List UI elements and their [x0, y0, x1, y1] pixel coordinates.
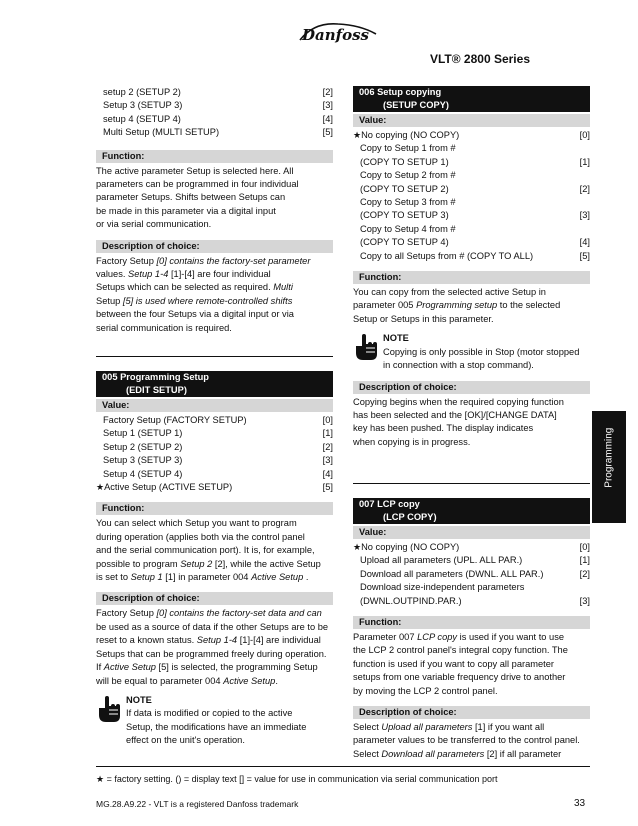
option-row: [96, 468, 333, 481]
option-row: [353, 223, 590, 236]
option-label: Setup 3 (SETUP 3): [103, 455, 183, 466]
option-value: [2]: [579, 568, 590, 579]
text-span: and the serial communication port). It is, for example,: [96, 545, 315, 556]
text-span: function is used if you want to copy all parameter: [353, 658, 555, 669]
text-line: has been selected and the [OK]/[CHANGE DATA]: [353, 409, 557, 420]
star-icon: ★: [353, 542, 362, 552]
text-line: [353, 313, 590, 326]
option-label: (COPY TO SETUP 1): [360, 156, 449, 167]
text-span: If: [96, 662, 104, 673]
italic-text: Active Setup: [223, 675, 276, 686]
option-value: [5]: [579, 250, 590, 261]
text-span: to the selected: [497, 300, 561, 311]
text-line: parameter Setups. Shifts between Setups can: [96, 192, 286, 203]
param-005-subtitle: (EDIT SETUP): [96, 384, 333, 397]
italic-text: Active Setup: [103, 662, 156, 673]
text-line: [96, 607, 333, 620]
text-line: [353, 721, 590, 734]
text-span: Factory Setup: [96, 608, 154, 619]
legend: ★ = factory setting. () = display text [] = value for use in communication via serial communication port: [96, 774, 498, 784]
function-text: [96, 517, 333, 584]
option-value: [5]: [322, 127, 333, 138]
italic-text: Setup 1-4: [196, 635, 238, 646]
text-span: [1]-[4] are four individual: [168, 269, 271, 280]
note-title: NOTE: [383, 333, 409, 344]
option-value: [5]: [322, 482, 333, 493]
option-label: [353, 129, 459, 142]
text-span: [2], while the active Setup: [212, 558, 321, 569]
option-row: [96, 414, 333, 427]
option-label: Copy to Setup 3 from #: [360, 197, 456, 208]
choice-heading: Description of choice:: [353, 381, 590, 394]
option-value: [2]: [579, 183, 590, 194]
text-span: You can select which Setup you want to program: [96, 518, 297, 529]
option-value: [3]: [579, 210, 590, 221]
value-heading: Value:: [353, 114, 590, 127]
text-span: .: [275, 675, 278, 686]
option-row: [353, 236, 590, 249]
note-text: [383, 346, 579, 373]
param-005-title: 005 Programming Setup: [96, 371, 333, 384]
option-value: [3]: [322, 100, 333, 111]
text-line: [96, 648, 333, 661]
text-span: parameter values to be transferred to the control panel.: [353, 735, 580, 746]
text-span: the LCP 2 control panel's integral copy function. The: [353, 645, 568, 656]
text-line: [96, 531, 333, 544]
param-005-section: [96, 371, 333, 748]
text-span: .: [303, 572, 309, 583]
text-span: by moving the LCP 2 control panel.: [353, 685, 498, 696]
option-label: Copy to all Setups from # (COPY TO ALL): [360, 250, 534, 261]
option-label: Upload all parameters (UPL. ALL PAR.): [360, 555, 523, 566]
text-span: [1] if you want all: [472, 722, 545, 733]
text-span: is used if you want to use: [457, 632, 565, 643]
option-row: [346, 129, 590, 142]
function-text: [96, 165, 333, 232]
text-line: effect on the unit's operation.: [126, 735, 245, 746]
note-box: [353, 332, 590, 372]
italic-text: Programming setup: [416, 300, 498, 311]
option-label: Download size-independent parameters: [360, 582, 525, 593]
text-line: [96, 621, 333, 634]
param-007-options: [353, 541, 590, 608]
text-span: [1] in parameter 004: [162, 572, 252, 583]
divider: [353, 483, 590, 484]
param-007-section: [353, 498, 590, 761]
option-value: [0]: [579, 542, 590, 552]
text-line: [96, 268, 333, 281]
text-span: [1]-[4] are individual: [237, 635, 321, 646]
option-row: [353, 169, 590, 182]
text-span: during operation (applies both via the control panel: [96, 531, 305, 542]
text-span: Setups which can be selected as required.: [96, 282, 274, 293]
value-heading: Value:: [96, 399, 333, 412]
text-line: [353, 748, 590, 761]
choice-text: [353, 396, 590, 450]
option-label: Setup 4 (SETUP 4): [103, 468, 183, 479]
choice-text: [96, 255, 333, 335]
text-span: serial communication is required.: [96, 322, 232, 333]
divider: [96, 356, 333, 357]
text-span: will be equal to parameter 004: [96, 675, 224, 686]
section-tab-label: Programming: [603, 427, 615, 488]
setup-options-list: [96, 86, 333, 140]
text-line: in connection with a stop command).: [383, 360, 534, 371]
footer-text: MG.28.A9.22 - VLT is a registered Danfoss trademark: [96, 799, 299, 809]
option-row: [353, 568, 590, 581]
text-line: [96, 308, 333, 321]
text-span: reset to a known status.: [96, 635, 197, 646]
text-line: [96, 571, 333, 584]
option-value: [1]: [579, 555, 590, 566]
value-heading: Value:: [353, 526, 590, 539]
param-006-subtitle: (SETUP COPY): [353, 99, 590, 112]
option-row: [96, 86, 333, 99]
option-label: Factory Setup (FACTORY SETUP): [103, 415, 247, 425]
section-tab: [592, 411, 626, 523]
left-column: [96, 86, 333, 335]
text-line: [96, 675, 333, 688]
option-value: [0]: [322, 415, 333, 425]
option-value: [3]: [579, 595, 590, 606]
option-label: Copy to Setup 2 from #: [360, 170, 456, 181]
option-label: setup 4 (SETUP 4): [103, 113, 181, 124]
text-line: [353, 299, 590, 312]
param-007-subtitle: (LCP COPY): [353, 511, 590, 524]
text-span: parameter 005: [353, 300, 417, 311]
note-box: [96, 694, 333, 748]
option-label: [353, 541, 459, 554]
text-line: be made in this parameter via a digital input: [96, 205, 276, 216]
text-line: [96, 661, 333, 674]
param-007-title: 007 LCP copy: [353, 498, 590, 511]
option-label: [96, 481, 232, 494]
option-row: [96, 427, 333, 440]
option-row: [96, 113, 333, 126]
option-label: setup 2 (SETUP 2): [103, 87, 181, 97]
text-line: [96, 295, 333, 308]
text-line: If data is modified or copied to the active: [126, 708, 293, 719]
pointing-hand-icon: [96, 694, 124, 748]
italic-text: Setup 1-4: [128, 269, 169, 280]
note-title: NOTE: [126, 694, 152, 705]
option-value: [1]: [579, 156, 590, 167]
logo-text: Danfoss: [302, 26, 369, 44]
param-006-title: 006 Setup copying: [353, 86, 590, 99]
italic-text: [0] contains the factory-set data and can: [153, 608, 322, 619]
option-value: [1]: [322, 428, 333, 439]
text-span: Factory Setup: [96, 255, 154, 266]
text-span: Setup: [96, 295, 121, 306]
option-text: No copying (NO COPY): [361, 130, 460, 140]
italic-text: Multi: [273, 282, 293, 293]
italic-text: LCP copy: [417, 632, 458, 643]
pointing-hand-icon: [353, 332, 381, 372]
text-line: [353, 631, 590, 644]
choice-heading: Description of choice:: [96, 592, 333, 605]
text-span: Select: [353, 748, 382, 759]
text-line: [353, 671, 590, 684]
text-line: [96, 558, 333, 571]
option-row: [353, 142, 590, 155]
option-label: Copy to Setup 1 from #: [360, 143, 456, 154]
option-label: Setup 1 (SETUP 1): [103, 428, 183, 439]
option-row: [353, 595, 590, 608]
option-value: [3]: [322, 455, 333, 466]
option-row: [89, 481, 333, 494]
option-row: [353, 209, 590, 222]
option-row: [96, 454, 333, 467]
option-row: [346, 541, 590, 554]
option-label: (COPY TO SETUP 3): [360, 210, 449, 221]
text-line: The active parameter Setup is selected here. All: [96, 165, 294, 176]
option-label: Setup 2 (SETUP 2): [103, 441, 183, 452]
option-row: [353, 183, 590, 196]
option-label: (COPY TO SETUP 2): [360, 183, 449, 194]
italic-text: Setup 2: [180, 558, 213, 569]
italic-text: Upload all parameters: [381, 722, 473, 733]
option-value: [4]: [322, 468, 333, 479]
option-label: (DWNL.OUTPIND.PAR.): [360, 595, 462, 606]
text-span: possible to program: [96, 558, 181, 569]
text-span: Parameter 007: [353, 632, 418, 643]
text-line: [353, 644, 590, 657]
text-line: Copying begins when the required copying function: [353, 396, 564, 407]
option-row: [353, 250, 590, 263]
option-row: [96, 441, 333, 454]
option-value: [4]: [579, 237, 590, 248]
choice-heading: Description of choice:: [96, 240, 333, 253]
text-line: key has been pushed. The display indicates: [353, 423, 534, 434]
page-number: 33: [574, 798, 586, 809]
option-value: [2]: [322, 87, 333, 97]
option-value: [0]: [579, 130, 590, 140]
choice-heading: Description of choice:: [353, 706, 590, 719]
star-icon: ★: [353, 130, 362, 140]
option-row: [96, 126, 333, 139]
italic-text: [0] contains the factory-set parameter: [153, 255, 311, 266]
option-row: [353, 581, 590, 594]
text-line: parameters can be programmed in four individual: [96, 179, 299, 190]
option-row: [96, 99, 333, 112]
param-006-options: [353, 129, 590, 263]
option-label: Multi Setup (MULTI SETUP): [103, 127, 220, 138]
function-heading: Function:: [353, 616, 590, 629]
text-line: [353, 734, 590, 747]
text-line: [353, 658, 590, 671]
text-line: [96, 544, 333, 557]
function-heading: Function:: [96, 502, 333, 515]
danfoss-logo: [294, 18, 380, 48]
option-label: Download all parameters (DWNL. ALL PAR.): [360, 568, 544, 579]
text-span: setups from one variable frequency drive to another: [353, 672, 566, 683]
text-span: [2] if all parameter: [484, 748, 562, 759]
option-label: Setup 3 (SETUP 3): [103, 100, 183, 111]
option-value: [4]: [322, 113, 333, 124]
series-title: VLT® 2800 Series: [429, 52, 530, 66]
italic-text: [5] is used where remote-controlled shifts: [120, 295, 293, 306]
italic-text: Download all parameters: [381, 748, 485, 759]
italic-text: Active Setup: [251, 572, 304, 583]
text-span: Setups that can be programmed freely during operation.: [96, 648, 327, 659]
param-006-section: [353, 86, 590, 449]
italic-text: Setup 1: [130, 572, 163, 583]
text-line: [96, 255, 333, 268]
text-line: [353, 286, 590, 299]
text-span: Select: [353, 722, 382, 733]
text-span: [5] is selected, the programming Setup: [155, 662, 318, 673]
text-line: [96, 517, 333, 530]
option-value: [2]: [322, 441, 333, 452]
function-text: [353, 286, 590, 326]
text-line: [96, 281, 333, 294]
text-line: [96, 322, 333, 335]
note-text: [126, 707, 306, 747]
star-icon: ★: [96, 482, 105, 493]
danfoss-logo-icon: [294, 18, 380, 48]
option-label: (COPY TO SETUP 4): [360, 237, 449, 248]
text-line: when copying is in progress.: [353, 436, 471, 447]
text-line: or via serial communication.: [96, 219, 212, 230]
text-line: [353, 685, 590, 698]
footer-rule: [96, 766, 590, 767]
option-label: Copy to Setup 4 from #: [360, 223, 456, 234]
text-span: You can copy from the selected active Setup in: [353, 287, 546, 298]
text-span: between the four Setups via a digital input or via: [96, 309, 294, 320]
option-row: [353, 554, 590, 567]
text-span: is set to: [96, 572, 131, 583]
text-span: values.: [96, 269, 129, 280]
text-line: [96, 634, 333, 647]
option-row: [353, 196, 590, 209]
text-line: Setup, the modifications have an immediate: [126, 721, 307, 732]
option-row: [353, 156, 590, 169]
function-heading: Function:: [96, 150, 333, 163]
choice-text: [353, 721, 590, 761]
choice-text: [96, 607, 333, 687]
text-span: Setup or Setups in this parameter.: [353, 313, 494, 324]
text-span: be used as a source of data if the other Setups are to be: [96, 621, 329, 632]
function-text: [353, 631, 590, 698]
param-005-options: [96, 414, 333, 494]
option-text: No copying (NO COPY): [361, 542, 460, 552]
text-line: Copying is only possible in Stop (motor stopped: [383, 346, 580, 357]
function-heading: Function:: [353, 271, 590, 284]
option-text: Active Setup (ACTIVE SETUP): [104, 482, 233, 493]
